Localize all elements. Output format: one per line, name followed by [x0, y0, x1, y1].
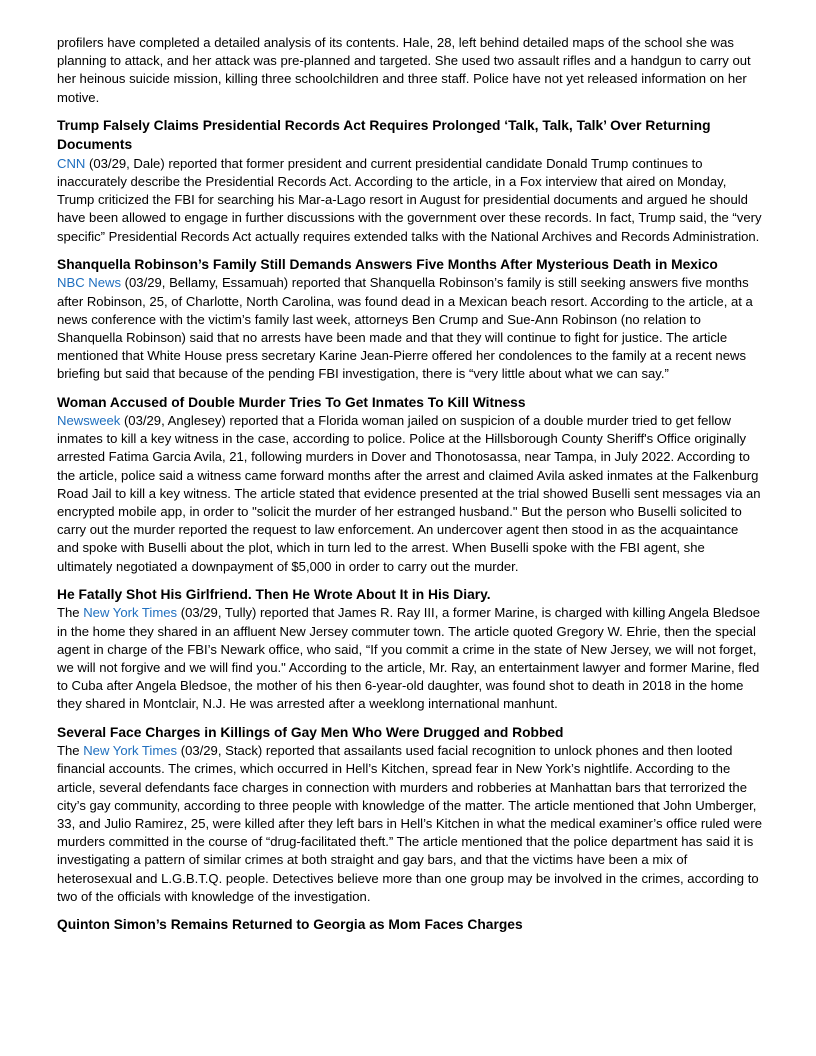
article-headline: Woman Accused of Double Murder Tries To Get Inmates To Kill Witness	[57, 394, 526, 410]
article-text: (03/29, Stack) reported that assailants used facial recognition to unlock phones and then looted financial accounts. The crimes, which occurred in Hell’s Kitchen, spread fear in New York’s nightlife. According to the article, several defendants face charges in connection with murders and robberies at Manhattan bars that terrorized the city’s gay community, according to three people with knowledge of the matter. The article mentioned that John Umberger, 33, and Julio Ramirez, 25, were killed after they left bars in Hell’s Kitchen in what the medical examiner’s office ruled were murders committed in the course of “drug-facilitated theft.” The article mentioned that the police department has said it is investigating a pattern of similar crimes at both straight and gay bars, and that the victims have been a mix of heterosexual and L.G.B.T.Q. people. Detectives believe more than one group may be involved in the crimes, according to two of the officials with knowledge of the investigation.	[57, 743, 762, 904]
article-headline: Trump Falsely Claims Presidential Records Act Requires Prolonged ‘Talk, Talk, Talk’ Over Returning Documents	[57, 117, 711, 153]
intro-paragraph: profilers have completed a detailed analysis of its contents. Hale, 28, left behind detailed maps of the school she was planning to attack, and her attack was pre-planned and targeted. She used two assault rifles and a handgun to carry out her heinous suicide mission, killing three schoolchildren and three staff. Police have not yet released information on her motive.	[57, 35, 751, 105]
source-link-nbc-news[interactable]: NBC News	[57, 275, 122, 291]
article-body	[57, 274, 763, 383]
article-prefix: The	[57, 743, 84, 759]
article-body	[57, 604, 763, 713]
article-double-murder-witness	[57, 393, 763, 576]
source-link-new-york-times[interactable]: New York Times	[83, 743, 178, 759]
article-gay-men-killings	[57, 723, 763, 906]
article-body	[57, 412, 763, 576]
article-headline: He Fatally Shot His Girlfriend. Then He Wrote About It in His Diary.	[57, 586, 491, 602]
article-body	[57, 155, 763, 246]
article-text: (03/29, Dale) reported that former president and current presidential candidate Donald Trump continues to inaccurately describe the Presidential Records Act. According to the article, in a Fox interview that aired on Monday, Trump criticized the FBI for searching his Mar-a-Lago resort in August for presidential documents and argued he should have been allowed to engage in further discussions with the government over these records. In fact, Trump said, the “very specific” Presidential Records Act actually requires extended talks with the National Archives and Records Administration.	[57, 155, 762, 244]
article-trump-records	[57, 116, 763, 246]
article-headline: Several Face Charges in Killings of Gay Men Who Were Drugged and Robbed	[57, 724, 564, 740]
document-page	[57, 34, 763, 934]
article-text: (03/29, Tully) reported that James R. Ray III, a former Marine, is charged with killing Angela Bledsoe in the home they shared in an affluent New Jersey commuter town. The article quoted Gregory W. Ehrie, then the special agent in charge of the FBI’s Newark office, who said, “If you commit a crime in the state of New Jersey, we will not forget, we will not forgive and we will find you." According to the article, Mr. Ray, an entertainment lawyer and former Marine, fled to Cuba after Angela Bledsoe, the mother of his then 6-year-old daughter, was found shot to death in 2018 in the home they shared in Montclair, N.J. He was arrested after a weeklong international manhunt.	[57, 605, 761, 712]
source-link-new-york-times[interactable]: New York Times	[83, 605, 178, 621]
article-headline: Quinton Simon’s Remains Returned to Georgia as Mom Faces Charges	[57, 916, 523, 932]
article-prefix: The	[57, 605, 84, 621]
article-quinton-simon	[57, 915, 763, 935]
article-headline: Shanquella Robinson’s Family Still Demands Answers Five Months After Mysterious Death in Mexico	[57, 256, 718, 272]
article-shanquella-robinson	[57, 255, 763, 384]
source-link-newsweek[interactable]: Newsweek	[57, 413, 121, 429]
article-body	[57, 742, 763, 906]
article-text: (03/29, Anglesey) reported that a Florida woman jailed on suspicion of a double murder tried to get fellow inmates to kill a key witness in the case, according to police. Police at the Hillsborough County Sheriff's Office originally arrested Fatima Garcia Avila, 21, following murders in Dover and Thonotosassa, near Tampa, in July 2022. According to the article, police said a witness came forward months after the arrest and claimed Avila asked inmates at the Falkenburg Road Jail to kill a key witness. The article stated that evidence presented at the trial showed Buselli sent messages via an encrypted mobile app, in order to "solicit the murder of her estranged husband." But the person who Buselli solicited to carry out the murder reported the request to law enforcement. An undercover agent then stood in as the acquaintance and spoke with Buselli about the plot, which in turn led to the arrest. When Buselli spoke with the FBI agent, she ultimately negotiated a downpayment of $5,000 in order to carry out the murder.	[57, 413, 761, 574]
article-diary-shooting	[57, 585, 763, 714]
source-link-cnn[interactable]: CNN	[57, 155, 86, 171]
article-text: (03/29, Bellamy, Essamuah) reported that Shanquella Robinson’s family is still seeking answers five months after Robinson, 25, of Charlotte, North Carolina, was found dead in a Mexican beach resort. According to the article, at a news conference with the victim’s family last week, attorneys Ben Crump and Sue-Ann Robinson (no relation to Shanquella Robinson) said that no arrests have been made and that they will continue to fight for justice. The article mentioned that White House press secretary Karine Jean-Pierre offered her condolences to the family at a recent news briefing but said that because of the pending FBI investigation, there is “very little about what we can say.”	[57, 275, 753, 382]
